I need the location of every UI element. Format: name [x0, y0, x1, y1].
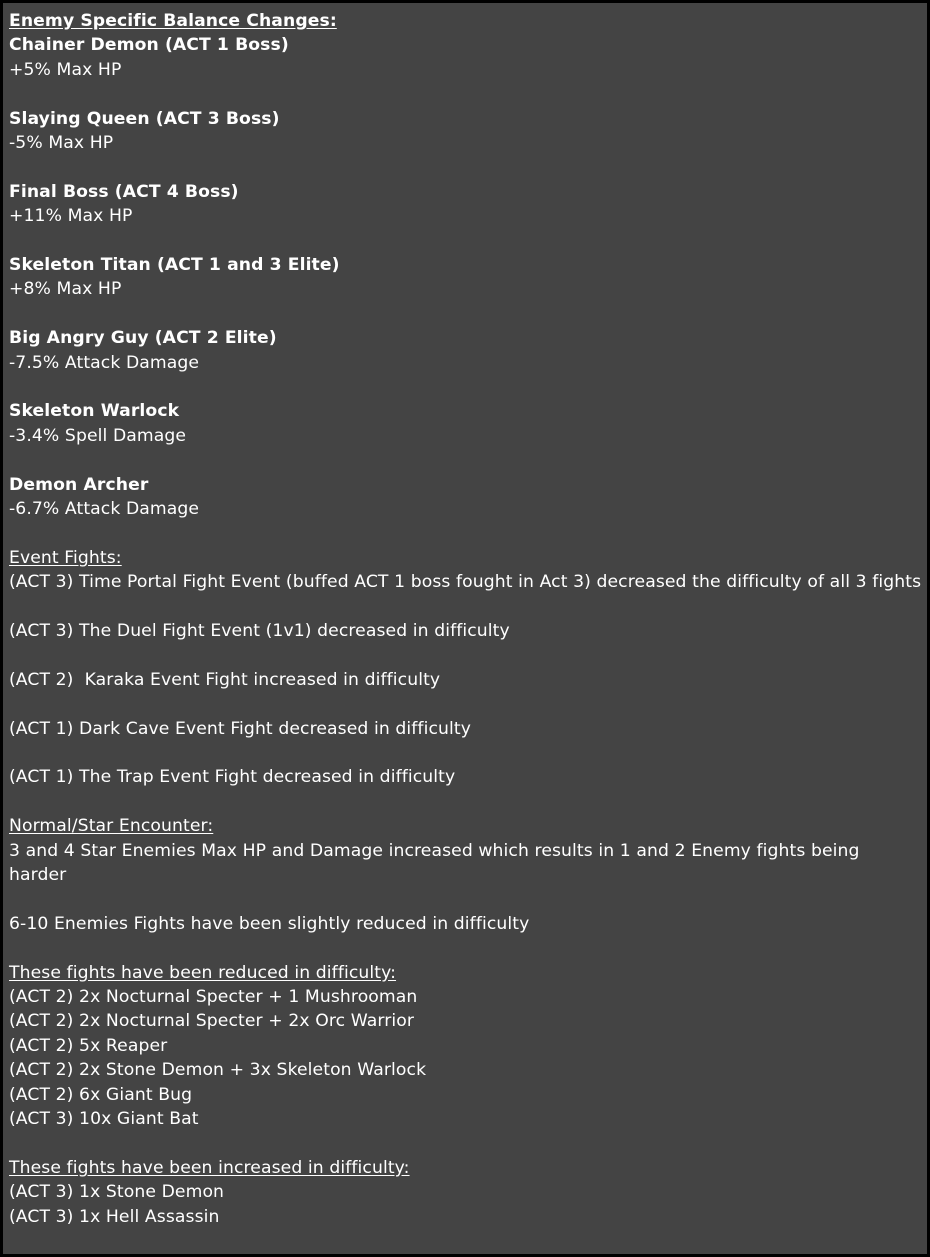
spacer: [9, 82, 927, 106]
patch-notes-panel: [1, 1, 929, 1256]
patch-notes-content: [3, 3, 927, 1229]
spacer: [9, 790, 927, 814]
enemy-change: -6.7% Attack Damage: [9, 499, 200, 520]
enemy-name: Skeleton Warlock: [9, 401, 180, 422]
normal-item: 6-10 Enemies Fights have been slightly reduced in difficulty: [9, 913, 530, 934]
enemy-name: Chainer Demon (ACT 1 Boss): [9, 35, 289, 56]
event-section-title: Event Fights:: [9, 547, 122, 568]
enemy-name: Demon Archer: [9, 474, 149, 495]
spacer: [9, 887, 927, 911]
reduced-item: (ACT 2) 2x Nocturnal Specter + 1 Mushrooman: [9, 987, 418, 1008]
normal-section-title: Normal/Star Encounter:: [9, 816, 214, 837]
spacer: [9, 1131, 927, 1155]
event-item: (ACT 3) Time Portal Fight Event (buffed ACT 1 boss fought in Act 3) decreased the difficulty of all 3 fights: [9, 572, 922, 593]
spacer: [9, 448, 927, 472]
event-item: (ACT 3) The Duel Fight Event (1v1) decreased in difficulty: [9, 621, 510, 642]
increased-section-title: These fights have been increased in difficulty:: [9, 1157, 410, 1178]
spacer: [9, 521, 927, 545]
reduced-item: (ACT 2) 2x Stone Demon + 3x Skeleton Warlock: [9, 1060, 427, 1081]
spacer: [9, 302, 927, 326]
enemy-section-title: Enemy Specific Balance Changes:: [9, 11, 337, 31]
enemy-change: -5% Max HP: [9, 133, 114, 154]
enemy-name: Big Angry Guy (ACT 2 Elite): [9, 328, 277, 349]
enemy-name: Slaying Queen (ACT 3 Boss): [9, 108, 280, 129]
reduced-item: (ACT 2) 5x Reaper: [9, 1035, 168, 1056]
reduced-item: (ACT 2) 6x Giant Bug: [9, 1084, 193, 1105]
enemy-change: -7.5% Attack Damage: [9, 352, 200, 373]
normal-item: 3 and 4 Star Enemies Max HP and Damage increased which results in 1 and 2 Enemy fights being harder: [9, 840, 860, 886]
event-item: (ACT 1) The Trap Event Fight decreased in difficulty: [9, 767, 456, 788]
spacer: [9, 375, 927, 399]
spacer: [9, 229, 927, 253]
enemy-change: +11% Max HP: [9, 206, 133, 227]
reduced-item: (ACT 3) 10x Giant Bat: [9, 1109, 199, 1130]
increased-item: (ACT 3) 1x Stone Demon: [9, 1182, 225, 1203]
spacer: [9, 936, 927, 960]
spacer: [9, 741, 927, 765]
spacer: [9, 155, 927, 179]
reduced-section-title: These fights have been reduced in difficulty:: [9, 962, 397, 983]
event-item: (ACT 2) Karaka Event Fight increased in difficulty: [9, 669, 441, 690]
enemy-change: +5% Max HP: [9, 59, 122, 80]
increased-item: (ACT 3) 1x Hell Assassin: [9, 1206, 220, 1227]
enemy-change: +8% Max HP: [9, 279, 122, 300]
spacer: [9, 692, 927, 716]
enemy-name: Skeleton Titan (ACT 1 and 3 Elite): [9, 255, 340, 276]
spacer: [9, 595, 927, 619]
reduced-item: (ACT 2) 2x Nocturnal Specter + 2x Orc Warrior: [9, 1011, 415, 1032]
enemy-name: Final Boss (ACT 4 Boss): [9, 181, 239, 202]
enemy-change: -3.4% Spell Damage: [9, 425, 187, 446]
event-item: (ACT 1) Dark Cave Event Fight decreased in difficulty: [9, 718, 471, 739]
spacer: [9, 643, 927, 667]
